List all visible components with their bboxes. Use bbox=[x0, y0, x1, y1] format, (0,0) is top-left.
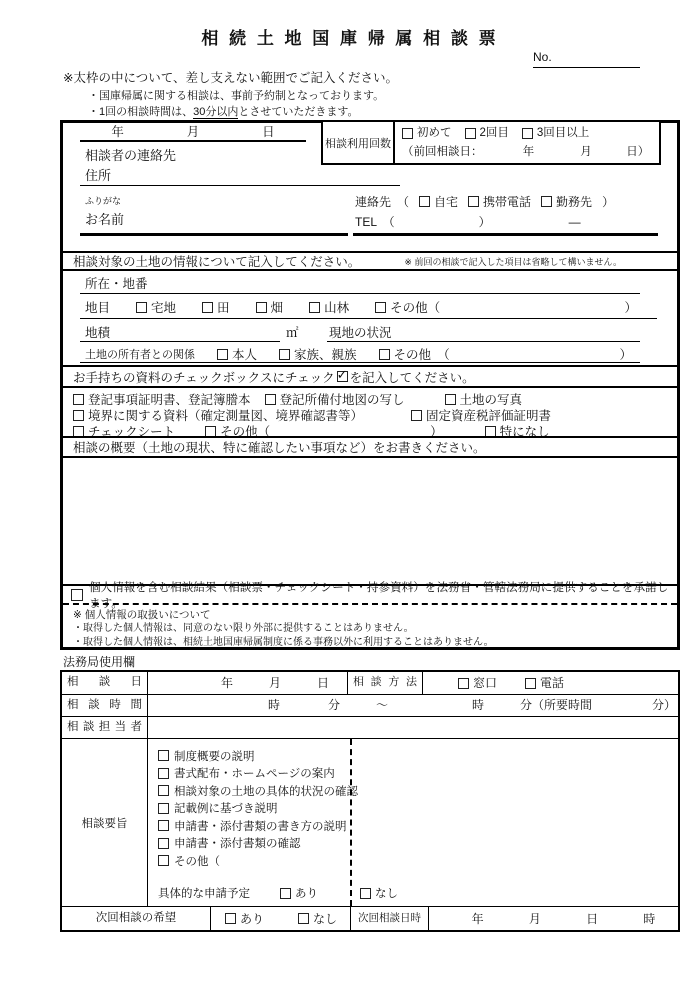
field-label: 畑 bbox=[270, 301, 284, 315]
next-datetime-label: 次回相談日時 bbox=[350, 907, 428, 930]
plan-yes-checkbox[interactable] bbox=[280, 888, 291, 899]
documents-row-1 bbox=[73, 391, 677, 407]
summary-checkbox[interactable] bbox=[158, 768, 169, 779]
usage-count-label: 相談利用回数 bbox=[323, 122, 395, 163]
land-heading-note: ※ 前回の相談で記入した項目は省略して構いません。 bbox=[404, 256, 622, 267]
mobile-option bbox=[468, 193, 531, 210]
mobile-label: 携帯電話 bbox=[483, 195, 532, 209]
next-datetime-field[interactable] bbox=[428, 907, 678, 930]
third-time-checkbox[interactable] bbox=[522, 128, 533, 139]
field-option bbox=[256, 298, 284, 316]
category-label: 地目 bbox=[85, 301, 111, 315]
next-no-checkbox[interactable] bbox=[298, 913, 309, 924]
privacy-note-2: ・取得した個人情報は、相続土地国庫帰属制度に係る事務以外に利用することはありません。 bbox=[73, 637, 494, 648]
consent-row bbox=[63, 580, 677, 610]
document-other-close: ） bbox=[430, 425, 443, 439]
relation-row bbox=[85, 345, 632, 363]
relation-other-option bbox=[379, 345, 450, 363]
office-use-heading: 法務局使用欄 bbox=[63, 655, 136, 669]
overview-section-header bbox=[63, 436, 677, 456]
forest-checkbox[interactable] bbox=[309, 302, 320, 313]
page-title: 相 続 土 地 国 庫 帰 属 相 談 票 bbox=[201, 29, 499, 48]
home-checkbox[interactable] bbox=[419, 196, 430, 207]
privacy-note-1: ・取得した個人情報は、同意のない限り外部に提供することはありません。 bbox=[73, 623, 414, 634]
contact-method-suffix: ） bbox=[602, 195, 615, 209]
address-label: 住所 bbox=[85, 168, 112, 183]
work-checkbox[interactable] bbox=[541, 196, 552, 207]
counter-label: 窓口 bbox=[473, 676, 498, 690]
summary-item bbox=[158, 747, 678, 765]
consult-date-day: 日 bbox=[316, 676, 329, 690]
registry-certificate-label: 登記事項証明書、登記簿謄本 bbox=[88, 393, 251, 407]
consultation-date-field[interactable] bbox=[80, 125, 306, 142]
relation-label: 土地の所有者との関係 bbox=[85, 349, 195, 361]
privacy-title: ※ 個人情報の取扱いについて bbox=[73, 609, 211, 621]
consult-date-year: 年 bbox=[220, 676, 233, 690]
phone-label: 電話 bbox=[540, 676, 565, 690]
consent-statement: 個人情報を含む相談結果（相談票・チェックシート・持参資料）を法務省・管轄法務局に提供することを承諾します。 bbox=[89, 580, 669, 610]
plan-yes-option bbox=[280, 885, 318, 901]
name-label: お名前 bbox=[85, 212, 125, 227]
summary-item-label: 相談対象の土地の具体的状況の確認 bbox=[174, 785, 358, 798]
checked-checkbox-icon bbox=[337, 371, 348, 382]
next-yes-checkbox[interactable] bbox=[225, 913, 236, 924]
land-section-header bbox=[63, 251, 677, 269]
summary-item-label: 記載例に基づき説明 bbox=[174, 803, 278, 816]
consult-date-row bbox=[62, 672, 678, 694]
forest-option bbox=[309, 298, 349, 316]
summary-item-label: その他（ bbox=[174, 855, 220, 868]
land-section bbox=[63, 269, 677, 365]
instruction-sub2-post: とさせていただきます。 bbox=[238, 106, 359, 118]
consult-date-label: 相 談 日 bbox=[67, 676, 142, 688]
plan-no-checkbox[interactable] bbox=[360, 888, 371, 899]
category-row bbox=[85, 298, 637, 316]
summary-item-label: 制度概要の説明 bbox=[174, 750, 255, 763]
none-checkbox[interactable] bbox=[485, 426, 496, 437]
document-other-checkbox[interactable] bbox=[205, 426, 216, 437]
tel-field-line[interactable] bbox=[353, 233, 658, 236]
consult-time-field[interactable]: 時 分 ～ 時 分（所要時間 分） bbox=[147, 695, 678, 716]
documents-section bbox=[63, 386, 677, 439]
second-time-checkbox[interactable] bbox=[465, 128, 476, 139]
consult-time-row bbox=[62, 694, 678, 716]
next-wish-options bbox=[210, 907, 350, 930]
relation-other-close: ） bbox=[619, 348, 632, 362]
checksheet-label: チェックシート bbox=[88, 425, 176, 439]
family-option bbox=[279, 345, 357, 363]
first-time-label: 初めて bbox=[417, 126, 452, 139]
checksheet-checkbox[interactable] bbox=[73, 426, 84, 437]
summary-checkbox[interactable] bbox=[158, 820, 169, 831]
property-tax-certificate-label: 固定資産税評価証明書 bbox=[426, 409, 552, 423]
property-tax-certificate-checkbox[interactable] bbox=[411, 410, 422, 421]
none-label: 特になし bbox=[499, 425, 550, 439]
next-no-label: なし bbox=[313, 911, 338, 926]
summary-row bbox=[62, 738, 678, 906]
method-label: 相 談 方 法 bbox=[347, 672, 422, 694]
main-form-box bbox=[60, 120, 680, 650]
contact-method-row bbox=[355, 193, 614, 210]
next-dt-month: 月 bbox=[528, 911, 541, 926]
summary-item bbox=[158, 765, 678, 783]
summary-item bbox=[158, 835, 678, 853]
next-yes-option bbox=[225, 908, 264, 930]
land-photo-label: 土地の写真 bbox=[459, 393, 523, 407]
relation-other-checkbox[interactable] bbox=[379, 349, 390, 360]
first-time-option bbox=[402, 124, 452, 143]
summary-item-label: 申請書・添付書類の確認 bbox=[174, 838, 301, 851]
family-checkbox[interactable] bbox=[279, 349, 290, 360]
first-time-checkbox[interactable] bbox=[402, 128, 413, 139]
consent-checkbox[interactable] bbox=[71, 589, 83, 601]
consult-time-label: 相 談 時 間 bbox=[67, 699, 142, 711]
staff-field[interactable] bbox=[147, 717, 678, 738]
next-consultation-row bbox=[62, 906, 678, 930]
category-other-checkbox[interactable] bbox=[375, 302, 386, 313]
overview-write-area[interactable] bbox=[63, 456, 677, 584]
plan-yes-label: あり bbox=[295, 888, 318, 900]
summary-checkbox[interactable] bbox=[158, 855, 169, 866]
summary-item bbox=[158, 817, 678, 835]
work-label: 勤務先 bbox=[556, 195, 593, 209]
summary-item-label: 申請書・添付書類の書き方の説明 bbox=[174, 820, 347, 833]
date-year-label: 年 bbox=[111, 125, 124, 139]
location-field-line[interactable] bbox=[80, 293, 640, 294]
self-option bbox=[217, 345, 257, 363]
area-unit: ㎡ bbox=[286, 326, 299, 340]
next-wish-label: 次回相談の希望 bbox=[95, 912, 177, 924]
field-checkbox[interactable] bbox=[256, 302, 267, 313]
counter-checkbox[interactable] bbox=[458, 678, 469, 689]
application-plan-label: 具体的な申請予定 bbox=[158, 888, 250, 900]
next-no-option bbox=[298, 908, 337, 930]
self-label: 本人 bbox=[232, 348, 258, 362]
site-status-label: 現地の状況 bbox=[329, 326, 392, 340]
instruction-main: ※太枠の中について、差し支えない範囲でご記入ください。 bbox=[63, 71, 398, 85]
phone-checkbox[interactable] bbox=[525, 678, 536, 689]
residential-land-label: 宅地 bbox=[151, 301, 177, 315]
land-heading: 相談対象の土地の情報について記入してください。 bbox=[73, 255, 361, 269]
area-label: 地積 bbox=[85, 326, 111, 340]
family-label: 家族、親族 bbox=[294, 348, 357, 362]
summary-checkbox[interactable] bbox=[158, 785, 169, 796]
form-number-field[interactable] bbox=[533, 50, 640, 68]
second-time-option bbox=[465, 124, 509, 143]
summary-divider-dashed bbox=[350, 739, 352, 906]
method-options bbox=[422, 672, 678, 694]
second-time-label: 2回目 bbox=[479, 126, 509, 139]
phone-option bbox=[525, 673, 564, 693]
application-plan-row bbox=[158, 885, 398, 901]
date-day-label: 日 bbox=[262, 125, 275, 139]
relation-other-label: その他 （ bbox=[393, 348, 450, 362]
contact-heading: 相談者の連絡先 bbox=[85, 148, 177, 163]
summary-item-label: 書式配布・ホームページの案内 bbox=[174, 768, 335, 781]
work-option bbox=[541, 193, 592, 210]
registry-certificate-checkbox[interactable] bbox=[73, 394, 84, 405]
next-yes-label: あり bbox=[240, 911, 265, 926]
furigana-label: ふりがな bbox=[85, 196, 122, 206]
documents-heading-post: を記入してください。 bbox=[349, 370, 475, 385]
registry-map-checkbox[interactable] bbox=[265, 394, 276, 405]
previous-consultation-date-field[interactable]: （前回相談日： 年 月 日） bbox=[402, 145, 650, 158]
staff-row bbox=[62, 716, 678, 738]
staff-label: 相 談 担 当 者 bbox=[67, 721, 142, 733]
residential-land-checkbox[interactable] bbox=[136, 302, 147, 313]
registry-map-label: 登記所備付地図の写し bbox=[279, 393, 405, 407]
address-field-line[interactable] bbox=[80, 185, 400, 186]
tel-field[interactable]: TEL （ ） ― bbox=[355, 215, 581, 229]
form-number-label: No. bbox=[533, 50, 552, 64]
category-other-label: その他（ bbox=[390, 301, 441, 315]
documents-section-header bbox=[63, 365, 677, 386]
home-option bbox=[419, 193, 458, 210]
residential-land-option bbox=[136, 298, 176, 316]
boundary-documents-label: 境界に関する資料（確定測量図、境界確認書等） bbox=[88, 409, 364, 423]
area-field-line[interactable] bbox=[80, 341, 280, 342]
summary-item bbox=[158, 800, 678, 818]
location-label: 所在・地番 bbox=[85, 277, 148, 291]
contact-section bbox=[63, 123, 677, 251]
summary-checklist bbox=[148, 739, 678, 870]
consult-date-month: 月 bbox=[268, 676, 281, 690]
next-dt-year: 年 bbox=[471, 911, 484, 926]
summary-item bbox=[158, 782, 678, 800]
third-time-label: 3回目以上 bbox=[536, 126, 590, 139]
contact-method-prefix: 連絡先 （ bbox=[355, 195, 410, 209]
plan-no-label: なし bbox=[375, 888, 398, 900]
office-use-table bbox=[60, 670, 680, 932]
counter-option bbox=[458, 673, 497, 693]
category-other-option bbox=[375, 298, 440, 316]
mobile-checkbox[interactable] bbox=[468, 196, 479, 207]
name-field-line[interactable] bbox=[80, 233, 348, 236]
summary-item bbox=[158, 852, 678, 870]
document-other-label: その他（ bbox=[220, 425, 271, 439]
summary-content bbox=[147, 739, 678, 906]
documents-heading-pre: お手持ちの資料のチェックボックスにチェック bbox=[73, 370, 335, 385]
consult-date-field[interactable] bbox=[147, 672, 347, 694]
rice-field-label: 田 bbox=[217, 301, 230, 315]
instruction-sub2-underlined: 30分以内 bbox=[193, 106, 239, 118]
summary-label: 相談要旨 bbox=[81, 817, 128, 830]
rice-field-checkbox[interactable] bbox=[202, 302, 213, 313]
next-dt-day: 日 bbox=[586, 911, 599, 926]
category-field-line[interactable] bbox=[80, 318, 657, 319]
usage-count-options bbox=[395, 122, 659, 163]
forest-label: 山林 bbox=[324, 301, 350, 315]
land-photo-checkbox[interactable] bbox=[445, 394, 456, 405]
instruction-sub1: ・国庫帰属に関する相談は、事前予約制となっております。 bbox=[88, 90, 385, 102]
date-month-label: 月 bbox=[186, 125, 200, 139]
boundary-documents-checkbox[interactable] bbox=[73, 410, 84, 421]
privacy-notes bbox=[63, 603, 677, 647]
third-time-option bbox=[522, 124, 589, 143]
summary-checkbox[interactable] bbox=[158, 803, 169, 814]
home-label: 自宅 bbox=[434, 195, 459, 209]
relation-field-line[interactable] bbox=[80, 362, 640, 363]
instruction-sub2-pre: ・1回の相談時間は、 bbox=[88, 106, 194, 118]
summary-checkbox[interactable] bbox=[158, 838, 169, 849]
rice-field-option bbox=[202, 298, 230, 316]
next-dt-hour: 時 bbox=[643, 911, 656, 926]
plan-no-option bbox=[360, 885, 398, 901]
usage-count-box bbox=[321, 120, 661, 165]
summary-checkbox[interactable] bbox=[158, 750, 169, 761]
category-other-close: ） bbox=[624, 301, 637, 315]
overview-heading: 相談の概要（土地の現状、特に確認したい事項など）をお書きください。 bbox=[73, 441, 486, 455]
self-checkbox[interactable] bbox=[217, 349, 228, 360]
instruction-sub2 bbox=[88, 103, 359, 119]
documents-row-2 bbox=[73, 407, 677, 423]
site-status-field-line[interactable] bbox=[327, 341, 640, 342]
